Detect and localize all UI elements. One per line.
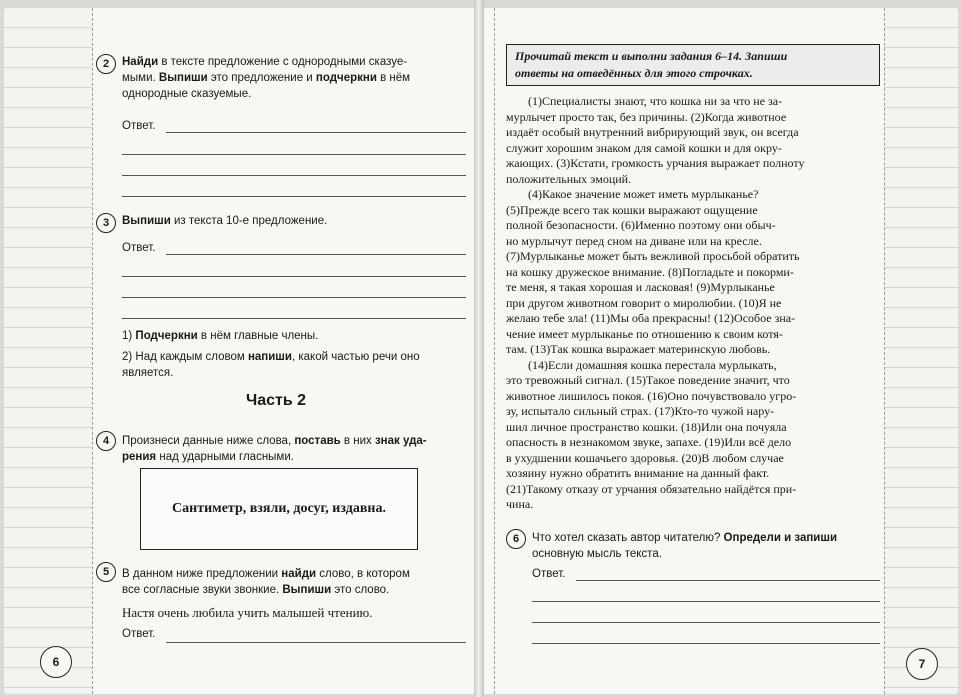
- question-5-text: [122, 566, 467, 598]
- text-line: опасность в незнакомом звуке, запахе. (19)Или всё дело: [506, 435, 792, 449]
- q4-text-2: в них: [340, 435, 375, 447]
- q6-bold-1: Определи и запиши: [723, 532, 838, 544]
- text-line: шил личное пространство кошки. (18)Или она почуяла: [506, 419, 787, 434]
- page-number-left: 6: [40, 646, 72, 678]
- q5-text-4: это слово.: [331, 584, 390, 596]
- question-2-number: 2: [96, 54, 116, 74]
- text-line: положительных эмоций.: [506, 171, 632, 186]
- q3-sub1-prefix: 1): [122, 330, 136, 342]
- text-line: хозяину нужно обратить внимание на данный факт.: [506, 466, 770, 480]
- instruction-box: [506, 44, 880, 86]
- q5-sentence: Настя очень любила учить малышей чтению.: [122, 605, 373, 620]
- q2-text-3: это предложение и: [207, 72, 316, 84]
- question-4-text: [122, 433, 467, 465]
- text-line: на кошку дружеское внимание. (8)Погладьте и покорми-: [506, 264, 794, 279]
- q3-sub1-bold: Подчеркни: [135, 330, 198, 342]
- text-line: (5)Прежде всего так кошки выражают ощущение: [506, 202, 758, 217]
- q6-text-2: основную мысль текста.: [532, 548, 662, 560]
- text-line: в ухудшении кошачьего здоровья. (20)В любом случае: [506, 450, 784, 465]
- text-line: при другом животном говорит о миролюбии. (10)Я не: [506, 295, 782, 310]
- reading-text: [506, 94, 884, 513]
- q3-sub2-prefix: 2) Над каждым словом: [122, 351, 248, 363]
- q4-word-box: [140, 468, 418, 550]
- q2-text-4: в нём: [376, 72, 411, 84]
- question-6-number: 6: [506, 529, 526, 549]
- text-line: полной безопасности. (6)Именно поэтому они обыч-: [506, 218, 776, 232]
- q3-answer-line-2[interactable]: [122, 276, 466, 277]
- q4-words: Сантиметр, взяли, досуг, издавна.: [172, 501, 386, 516]
- q2-text-2: мыми.: [122, 72, 159, 84]
- q2-bold-1: Найди: [122, 56, 159, 68]
- text-line: но мурлычут перед сном на диване или на кресле.: [506, 233, 762, 248]
- text-line: служит хорошим знаком для самой кошки и для окру-: [506, 140, 782, 155]
- q6-answer-line-2[interactable]: [532, 601, 880, 602]
- q5-bold-1: найди: [281, 568, 317, 580]
- q3-answer-label: Ответ.: [122, 242, 156, 254]
- left-margin-ruling: [4, 8, 92, 694]
- q5-text-2: слово, в котором: [316, 568, 410, 580]
- page-number-right: 7: [906, 648, 938, 680]
- right-margin-ruling: [884, 8, 958, 694]
- question-6-text: [532, 530, 882, 562]
- q4-text-1: Произнеси данные ниже слова,: [122, 435, 295, 447]
- text-line: (1)Специалисты знают, что кошка ни за что не за-: [528, 94, 783, 108]
- q4-bold-1: поставь: [294, 435, 341, 447]
- text-line: (4)Какое значение может иметь мурлыканье?: [528, 187, 759, 201]
- book-spine: [474, 0, 484, 697]
- left-margin-line: [92, 8, 93, 694]
- text-line: там. (13)Так кошка выражает материнскую любовь.: [506, 342, 771, 356]
- q3-sub2-text-2: является.: [122, 367, 174, 379]
- q6-answer-line-1[interactable]: [576, 580, 880, 581]
- q3-sub2-bold: напиши: [247, 351, 292, 363]
- question-5-number: 5: [96, 562, 116, 582]
- q6-answer-line-3[interactable]: [532, 622, 880, 623]
- text-line: чение имеет мурлыканье по отношению к своим котя-: [506, 326, 783, 341]
- text-line: чина.: [506, 497, 534, 511]
- question-3-text: [122, 213, 467, 229]
- q6-answer-line-4[interactable]: [532, 643, 880, 644]
- q3-text-1: из текста 10-е предложение.: [170, 215, 328, 227]
- section-title: Часть 2: [246, 392, 307, 409]
- q3-bold-1: Выпиши: [122, 215, 171, 227]
- q2-answer-line-4[interactable]: [122, 196, 466, 197]
- question-4-number: 4: [96, 431, 116, 451]
- q3-subtask-1: [122, 328, 467, 344]
- q3-answer-line-3[interactable]: [122, 297, 466, 298]
- cut-line: [494, 8, 495, 694]
- q2-bold-3: подчеркни: [315, 72, 377, 84]
- q2-answer-line-2[interactable]: [122, 154, 466, 155]
- text-line: жающих. (3)Кстати, громкость урчания выражает полноту: [506, 156, 805, 170]
- text-line: это тревожный сигнал. (15)Такое поведение значит, что: [506, 373, 790, 387]
- q5-answer-line[interactable]: [166, 642, 466, 643]
- q3-sub2-text: , какой частью речи оно: [291, 351, 420, 363]
- q5-answer-label: Ответ.: [122, 628, 156, 640]
- text-line: (7)Мурлыканье может быть вежливой просьбой обратить: [506, 249, 800, 263]
- q4-bold-3: рения: [122, 451, 157, 463]
- q2-text-5: однородные сказуемые.: [122, 88, 252, 100]
- text-line: желаю тебе зла! (11)Мы оба прекрасны! (12)Особое зна-: [506, 311, 796, 325]
- left-page: [4, 8, 474, 694]
- right-page: [484, 8, 958, 694]
- q6-answer-label: Ответ.: [532, 568, 566, 580]
- instruction-line-1: Прочитай текст и выполни задания 6–14. Запиши: [515, 49, 788, 63]
- q6-text-1: Что хотел сказать автор читателю?: [532, 532, 724, 544]
- text-line: животное лишилось покоя. (16)Оно почувствовало угро-: [506, 388, 797, 403]
- q5-bold-2: Выпиши: [282, 584, 332, 596]
- question-2-text: [122, 54, 467, 102]
- q2-answer-line-1[interactable]: [166, 132, 466, 133]
- q4-bold-2: знак уда-: [374, 435, 427, 447]
- question-3-number: 3: [96, 213, 116, 233]
- q2-text-1: в тексте предложение с однородными сказуе-: [158, 56, 408, 68]
- text-line: зу, испытало сильный страх. (17)Кто-то чужой нару-: [506, 404, 775, 418]
- q2-bold-2: Выпиши: [158, 72, 208, 84]
- q5-text-1: В данном ниже предложении: [122, 568, 282, 580]
- right-margin-line: [884, 8, 885, 694]
- text-line: (21)Такому отказу от урчания обязательно найдётся при-: [506, 481, 797, 496]
- q3-sub1-text: в нём главные члены.: [197, 330, 319, 342]
- text-line: (14)Если домашняя кошка перестала мурлыкать,: [528, 357, 777, 372]
- q3-subtask-2: [122, 349, 467, 381]
- q3-answer-line-4[interactable]: [122, 318, 466, 319]
- instruction-line-2: ответы на отведённых для этого строчках.: [515, 66, 753, 80]
- text-line: мурлычет просто так, без причины. (2)Когда животное: [506, 109, 787, 124]
- q2-answer-label: Ответ.: [122, 120, 156, 132]
- q3-answer-line-1[interactable]: [166, 254, 466, 255]
- text-line: издаёт особый внутренний вибрирующий звук, он всегда: [506, 125, 799, 139]
- text-line: те меня, я такая хорошая и ласковая! (9)Мурлыканье: [506, 280, 775, 294]
- q4-text-3: над ударными гласными.: [156, 451, 294, 463]
- q5-text-3: все согласные звуки звонкие.: [122, 584, 283, 596]
- q2-answer-line-3[interactable]: [122, 175, 466, 176]
